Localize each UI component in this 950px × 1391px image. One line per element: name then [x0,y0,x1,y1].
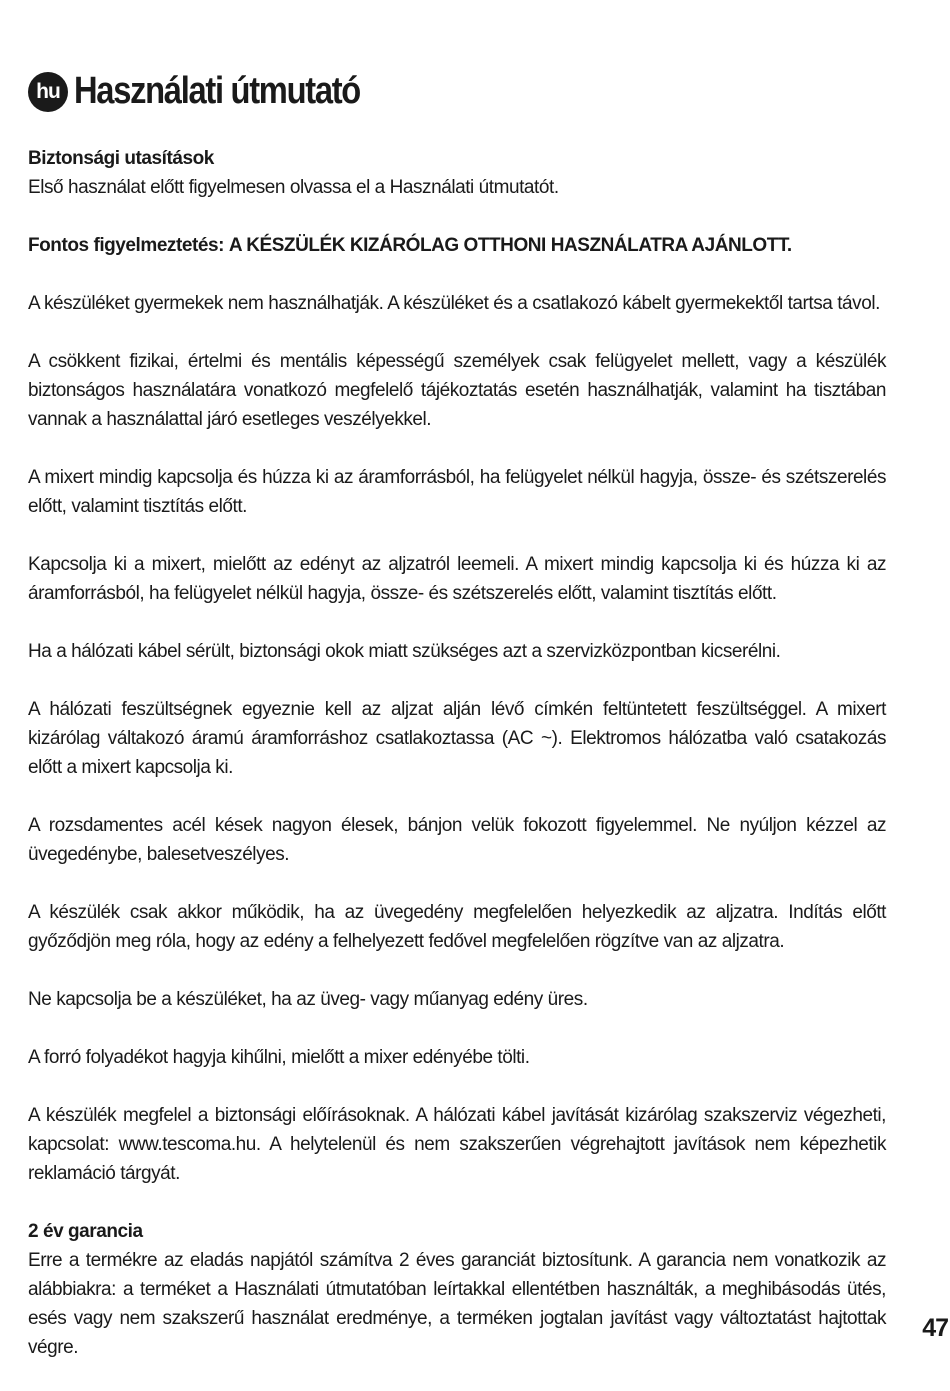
safety-paragraph: Kapcsolja ki a mixert, mielőtt az edényt az aljzatról leemeli. A mixert mindig kapcsolja ki és húzza ki az áramforrásból, ha felügyelet nélkül hagyja, össze- és szétszerelés előtt, valamint tisztítás előtt. [28,554,886,604]
safety-paragraph: A rozsdamentes acél kések nagyon élesek, bánjon velük fokozott figyelemmel. Ne nyúljon kézzel az üvegedénybe, balesetveszélyes. [28,815,886,865]
page-number: 47 [922,1314,948,1342]
safety-paragraph: A készülék csak akkor működik, ha az üvegedény megfelelően helyezkedik az aljzatra. Indítás előtt győződjön meg róla, hogy az edény a felhelyezett fedővel megfelelően rögzítve van az aljzatra. [28,902,886,952]
safety-paragraph: A csökkent fizikai, értelmi és mentális képességű személyek csak felügyelet mellett, vagy a készülék biztonságos használatára vonatkozó megfelelő tájékoztatás esetén használhatják, valamint ha tisztában vannak a használattal járó esetleges veszélyekkel. [28,351,886,430]
page-title: Használati útmutató [74,70,360,112]
safety-intro: Első használat előtt figyelmesen olvassa el a Használati útmutatót. [28,177,559,198]
warning-text: A KÉSZÜLÉK KIZÁRÓLAG OTTHONI HASZNÁLATRA AJÁNLOTT. [228,235,792,256]
safety-heading: Biztonsági utasítások [28,148,214,169]
language-badge: hu [28,72,68,112]
safety-paragraph: A készülék megfelel a biztonsági előírásoknak. A hálózati kábel javítását kizárólag szakszerviz végezheti, kapcsolat: www.tescoma.hu. A helytelenül és nem szakszerűen végrehajtott javítások nem képezhetik reklamáció tárgyát. [28,1105,886,1184]
content [28,144,886,1391]
safety-paragraph: A készüléket gyermekek nem használhatják. A készüléket és a csatlakozó kábelt gyermekektől tartsa távol. [28,293,880,314]
warning-label: Fontos figyelmeztetés: [28,235,224,256]
warranty-heading: 2 év garancia [28,1221,143,1242]
safety-paragraph: A forró folyadékot hagyja kihűlni, mielőtt a mixer edényébe tölti. [28,1047,530,1068]
safety-paragraph: Ha a hálózati kábel sérült, biztonsági okok miatt szükséges azt a szervizközpontban kicserélni. [28,641,781,662]
safety-paragraph: A hálózati feszültségnek egyeznie kell az aljzat alján lévő címkén feltüntetett feszültséggel. A mixert kizárólag váltakozó áramú áramforráshoz csatlakoztassa (AC ~). Elektromos hálózatba való csatakozás előtt a mixert kapcsolja ki. [28,699,886,778]
safety-paragraph: Ne kapcsolja be a készüléket, ha az üveg- vagy műanyag edény üres. [28,989,588,1010]
safety-intro-block [28,144,886,202]
title-row [28,70,407,113]
safety-paragraph: A mixert mindig kapcsolja és húzza ki az áramforrásból, ha felügyelet nélkül hagyja, össze- és szétszerelés előtt, valamint tisztítás előtt. [28,467,886,517]
warranty-text: Erre a termékre az eladás napjától számítva 2 éves garanciát biztosítunk. A garancia nem vonatkozik az alábbiakra: a terméket a Használati útmutatóban leírtakkal ellentétben használták, a meghibásodás ütés, esés vagy nem szakszerű használat eredménye, a terméken jogtalan javítást vagy változtatást hajtottak végre. [28,1250,886,1358]
warning-block [28,231,886,260]
warranty-block [28,1217,886,1362]
